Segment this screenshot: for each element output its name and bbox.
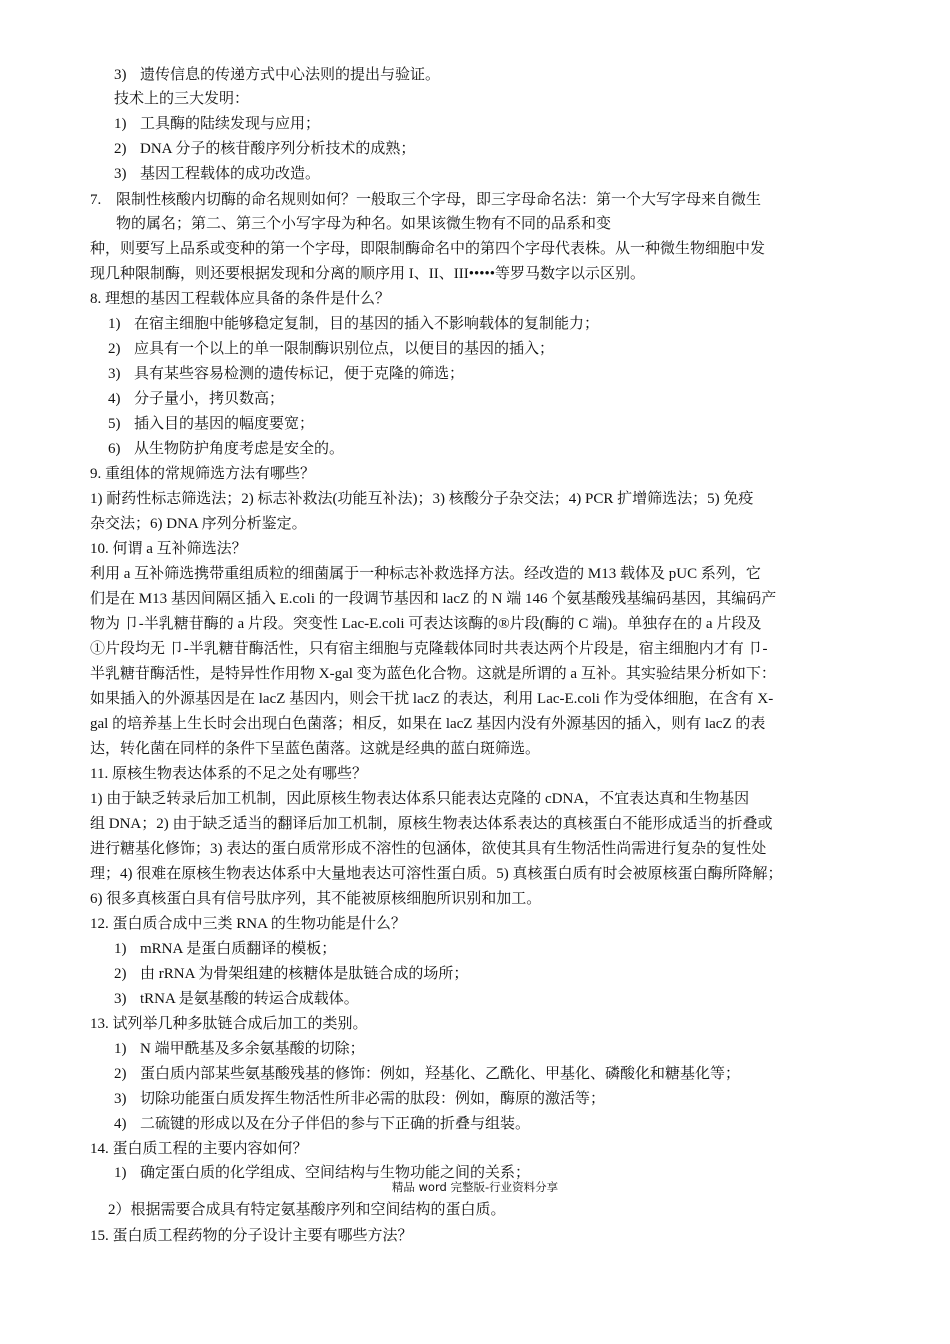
item-text: tRNA 是氨基酸的转运合成载体。	[140, 991, 359, 1007]
list-item	[108, 413, 888, 436]
page-footer: 精品 word 完整版-行业资料分享	[391, 1180, 559, 1194]
question-13-title: 13. 试列举几种多肽链合成后加工的类别。	[90, 1016, 368, 1032]
item-number: 4)	[114, 1116, 127, 1132]
item-text: 具有某些容易检测的遗传标记，便于克隆的筛选；	[134, 366, 465, 382]
question-7-line-2	[116, 213, 896, 236]
list-item	[114, 938, 894, 961]
item-number: 2)	[114, 1066, 127, 1082]
question-7	[90, 189, 870, 212]
item-number: 1)	[108, 316, 121, 332]
item-text: DNA 分子的核苷酸序列分析技术的成熟；	[140, 141, 416, 157]
question-14-title: 14. 蛋白质工程的主要内容如何？	[90, 1141, 308, 1157]
item-number: 5)	[108, 416, 121, 432]
item-text: 二硫键的形成以及在分子伴侣的参与下正确的折叠与组装。	[140, 1116, 531, 1132]
item-text: 分子量小，拷贝数高；	[134, 391, 285, 407]
question-11-body-1: 1) 由于缺乏转录后加工机制，因此原核生物表达体系只能表达克隆的 cDNA，不宜表达真和生物基因	[90, 791, 750, 807]
question-text: 限制性核酸内切酶的命名规则如何？一般取三个字母，即三字母命名法：第一个大写字母来自微生	[116, 192, 762, 208]
item-number: 2)	[108, 341, 121, 357]
question-11-body-5: 6) 很多真核蛋白具有信号肽序列，其不能被原核细胞所识别和加工。	[90, 891, 542, 907]
section-heading	[114, 88, 894, 111]
list-item	[114, 1113, 894, 1136]
item-text: 应具有一个以上的单一限制酶识别位点，以便目的基因的插入；	[134, 341, 555, 357]
item-text: 基因工程载体的成功改造。	[140, 166, 321, 182]
item-text: N 端甲酰基及多余氨基酸的切除；	[140, 1041, 365, 1057]
item-text: 从生物防护角度考虑是安全的。	[134, 441, 345, 457]
question-11-body-2: 组 DNA；2) 由于缺乏适当的翻译后加工机制，原核生物表达体系表达的真核蛋白不能形成适当的折叠或	[90, 816, 773, 832]
question-9-title: 9. 重组体的常规筛选方法有哪些？	[90, 466, 316, 482]
question-text: 种，则要写上品系或变种的第一个字母，即限制酶命名中的第四个字母代表株。从一种微生物细胞中发	[90, 241, 766, 257]
item-text: 在宿主细胞中能够稳定复制，目的基因的插入不影响载体的复制能力；	[134, 316, 600, 332]
question-11-title: 11. 原核生物表达体系的不足之处有哪些？	[90, 766, 367, 782]
item-text: 切除功能蛋白质发挥生物活性所非必需的肽段：例如，酶原的激活等；	[140, 1091, 606, 1107]
item-text: 蛋白质内部某些氨基酸残基的修饰：例如，羟基化、乙酰化、甲基化、磷酸化和糖基化等；	[140, 1066, 741, 1082]
item-number: 1)	[114, 116, 127, 132]
question-7-line-4	[90, 263, 870, 286]
item-number: 4)	[108, 391, 121, 407]
question-10-body-5: 半乳糖苷酶活性，是特异性作用物 X-gal 变为蓝色化合物。这就是所谓的 a 互补。其实验结果分析如下：	[90, 666, 776, 682]
list-item	[114, 988, 894, 1011]
question-9-body-2: 杂交法；6) DNA 序列分析鉴定。	[90, 516, 307, 532]
item-number: 3)	[114, 991, 127, 1007]
item-number: 3)	[114, 67, 127, 83]
question-10-body-6: 如果插入的外源基因是在 lacZ 基因内，则会干扰 lacZ 的表达，利用 Lac-E.coli 作为受体细胞，在含有 X-	[90, 691, 774, 707]
item-number: 6)	[108, 441, 121, 457]
question-10-body-4: ①片段均无 卩-半乳糖苷酶活性，只有宿主细胞与克隆载体同时共表达两个片段是，宿主细胞内才有 卩-	[90, 641, 768, 657]
item-number: 3)	[114, 166, 127, 182]
item-number: 1)	[114, 1165, 127, 1181]
question-8-title: 8. 理想的基因工程载体应具备的条件是什么？	[90, 291, 391, 307]
item-text: 工具酶的陆续发现与应用；	[140, 116, 321, 132]
item-number: 2)	[114, 966, 127, 982]
item-number: 1)	[114, 1041, 127, 1057]
list-item	[108, 388, 888, 411]
question-11-body-3: 进行糖基化修饰；3) 表达的蛋白质常形成不溶性的包涵体，欲使其具有生物活性尚需进行复杂的复性处	[90, 841, 767, 857]
question-10-title: 10. 何谓 a 互补筛选法？	[90, 541, 247, 557]
question-12-title: 12. 蛋白质合成中三类 RNA 的生物功能是什么？	[90, 916, 406, 932]
question-text: 物的属名；第二、第三个小写字母为种名。如果该微生物有不同的品系和变	[116, 216, 612, 232]
list-item	[114, 1038, 894, 1061]
question-10-body-1: 利用 a 互补筛选携带重组质粒的细菌属于一种标志补救选择方法。经改造的 M13 载体及 pUC 系列，它	[90, 566, 761, 582]
item-text: 遗传信息的传递方式中心法则的提出与验证。	[140, 67, 441, 83]
item-number: 3)	[108, 366, 121, 382]
question-11-body-4: 理；4) 很难在原核生物表达体系中大量地表达可溶性蛋白质。5) 真核蛋白质有时会被原核蛋白酶所降解；	[90, 866, 783, 882]
item-text: 技术上的三大发明：	[114, 91, 250, 107]
item-number: 3)	[114, 1091, 127, 1107]
list-item	[114, 1088, 894, 1111]
list-item	[108, 338, 888, 361]
item-number: 1)	[114, 941, 127, 957]
list-item	[114, 138, 894, 161]
item-text: 由 rRNA 为骨架组建的核糖体是肽链合成的场所；	[140, 966, 469, 982]
question-text: 现几种限制酶，则还要根据发现和分离的顺序用 I、II、III•••••等罗马数字以示区别。	[90, 266, 645, 282]
item-text: 确定蛋白质的化学组成、空间结构与生物功能之间的关系；	[140, 1165, 531, 1181]
question-7-line-3	[90, 238, 870, 261]
item-number: 2)	[114, 141, 127, 157]
question-number: 7.	[90, 192, 102, 208]
list-item	[114, 963, 894, 986]
list-item: 2）根据需要合成具有特定氨基酸序列和空间结构的蛋白质。	[108, 1202, 506, 1218]
question-10-body-3: 物为 卩-半乳糖苷酶的 a 片段。突变性 Lac-E.coli 可表达该酶的®片段(酶的 C 端)。单独存在的 a 片段及	[90, 616, 762, 632]
question-9-body-1: 1) 耐药性标志筛选法；2) 标志补救法(功能互补法)；3) 核酸分子杂交法；4) PCR 扩增筛选法；5) 免疫	[90, 491, 754, 507]
question-10-body-2: 们是在 M13 基因间隔区插入 E.coli 的一段调节基因和 lacZ 的 N 端 146 个氨基酸残基编码基因，其编码产	[90, 591, 777, 607]
list-item	[114, 1063, 894, 1086]
list-item	[114, 163, 894, 186]
list-item	[108, 313, 888, 336]
list-item	[114, 64, 894, 87]
list-item	[114, 113, 894, 136]
question-10-body-7: gal 的培养基上生长时会出现白色菌落；相反，如果在 lacZ 基因内没有外源基因的插入，则有 lacZ 的表	[90, 716, 766, 732]
item-text: 插入目的基因的幅度要宽；	[134, 416, 315, 432]
question-10-body-8: 达，转化菌在同样的条件下呈蓝色菌落。这就是经典的蓝白斑筛选。	[90, 741, 541, 757]
list-item	[108, 363, 888, 386]
item-text: mRNA 是蛋白质翻译的模板；	[140, 941, 337, 957]
question-15-title: 15. 蛋白质工程药物的分子设计主要有哪些方法？	[90, 1228, 413, 1244]
list-item	[108, 438, 888, 461]
